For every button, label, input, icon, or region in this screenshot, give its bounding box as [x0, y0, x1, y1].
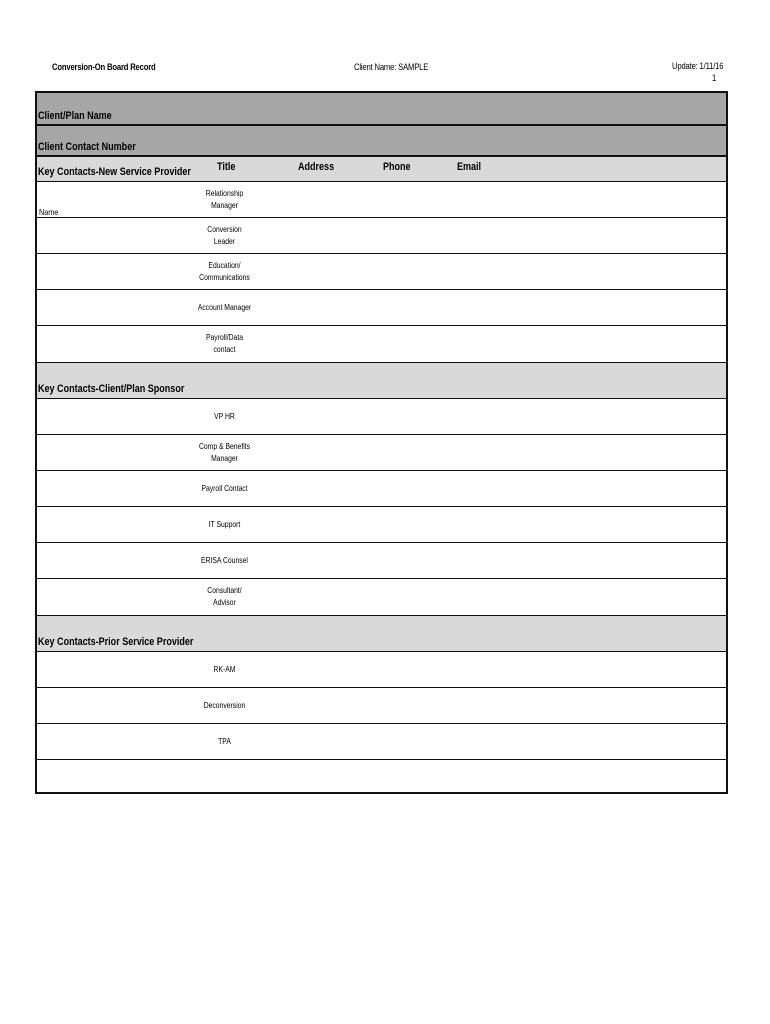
table-row[interactable] — [37, 760, 726, 794]
column-address: Address — [298, 161, 335, 173]
page-number: 1 — [712, 73, 717, 83]
section-prior-provider — [37, 615, 726, 652]
column-phone: Phone — [383, 161, 411, 173]
table-row[interactable] — [37, 579, 726, 615]
role-label: Relationship Manager — [205, 189, 244, 210]
role-label — [193, 760, 257, 794]
table-row[interactable] — [37, 543, 726, 579]
table-row[interactable] — [37, 326, 726, 362]
client-contact-number-label: Client Contact Number — [38, 141, 136, 153]
conversion-form — [35, 91, 728, 794]
table-row[interactable] — [37, 254, 726, 290]
table-row[interactable] — [37, 724, 726, 760]
table-row[interactable] — [37, 471, 726, 507]
updated-date: Update: 1/11/16 — [672, 61, 724, 71]
table-row[interactable] — [37, 399, 726, 435]
role-label: Consultant/ Advisor — [207, 586, 242, 607]
table-row[interactable] — [37, 182, 726, 218]
role-label: Payroll Contact — [201, 484, 248, 493]
role-label: IT Support — [208, 520, 241, 529]
role-label: Conversion Leader — [207, 225, 242, 246]
role-label: Deconversion — [203, 701, 246, 710]
name-label: Name — [39, 207, 59, 217]
role-label: RK-AM — [213, 665, 236, 674]
section-client-sponsor-label: Key Contacts-Client/Plan Sponsor — [38, 383, 185, 395]
client-name: Client Name: SAMPLE — [354, 62, 429, 72]
column-email: Email — [457, 161, 482, 173]
role-label: ERISA Counsel — [201, 556, 248, 565]
role-label: Comp & Benefits Manager — [198, 442, 251, 463]
role-label: Payroll/Data contact — [205, 333, 244, 354]
role-label: TPA — [218, 737, 231, 746]
section-prior-provider-label: Key Contacts-Prior Service Provider — [38, 636, 194, 648]
table-row[interactable] — [37, 218, 726, 254]
client-plan-name-field[interactable] — [37, 93, 726, 126]
table-row[interactable] — [37, 435, 726, 471]
table-row[interactable] — [37, 507, 726, 543]
document-title: Conversion-On Board Record — [52, 62, 156, 72]
role-label: VP HR — [214, 412, 235, 421]
column-title: Title — [217, 161, 236, 173]
role-label: Account Manager — [197, 303, 252, 312]
role-label: Education/ Communications — [199, 261, 250, 282]
section-new-provider — [37, 157, 726, 182]
section-client-sponsor — [37, 362, 726, 399]
table-row[interactable] — [37, 652, 726, 688]
client-contact-number-field[interactable] — [37, 126, 726, 157]
table-row[interactable] — [37, 290, 726, 326]
table-row[interactable] — [37, 688, 726, 724]
client-plan-name-label: Client/Plan Name — [38, 110, 112, 122]
section-new-provider-label: Key Contacts-New Service Provider — [38, 166, 191, 178]
